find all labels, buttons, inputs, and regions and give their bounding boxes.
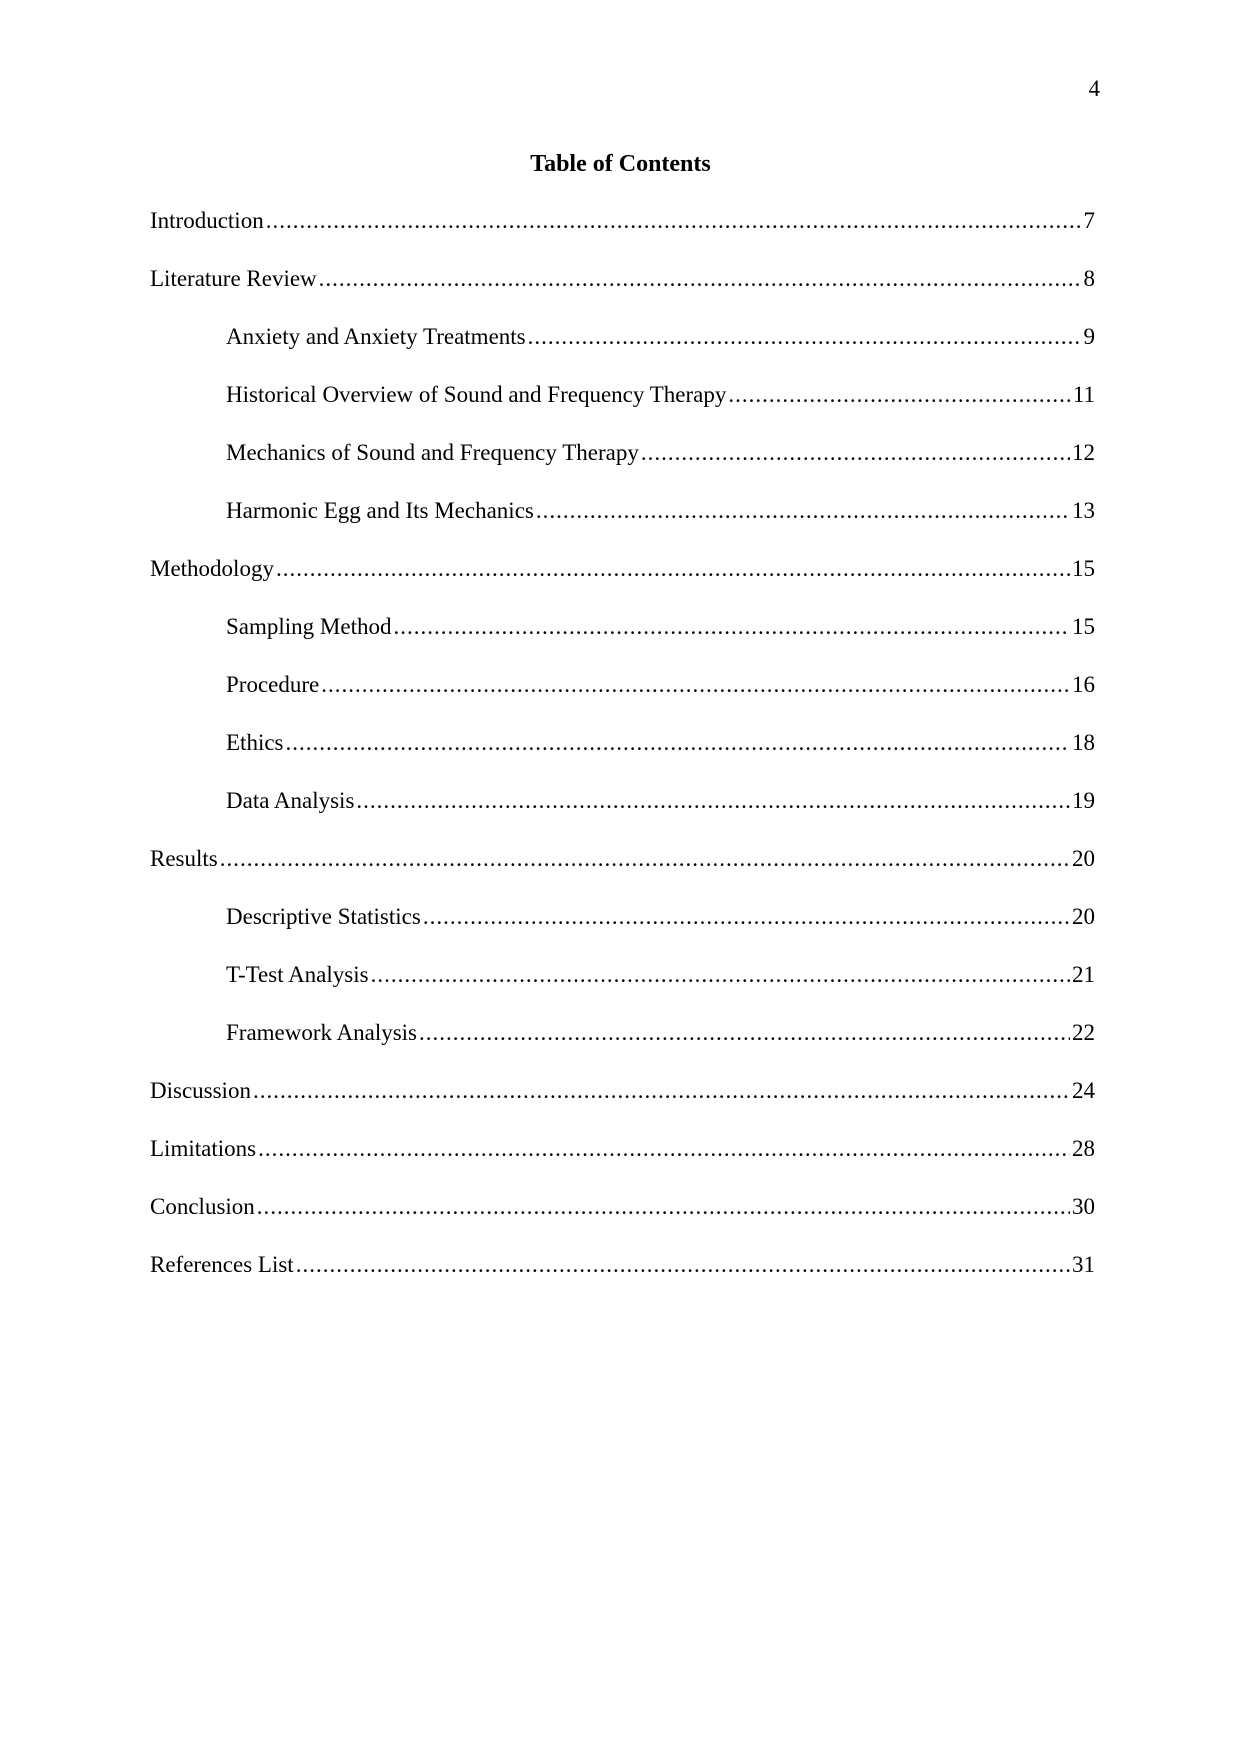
toc-entry-title: Ethics [226,730,284,755]
toc-entry-page: 30 [1072,1194,1095,1219]
toc-entry-page: 12 [1072,440,1095,465]
toc-entry-page: 15 [1072,556,1095,581]
dot-leader [423,903,1070,931]
dot-leader [220,845,1070,873]
toc-entry-page: 16 [1072,672,1095,697]
dot-leader [393,613,1070,641]
toc-entry-harmonic-egg[interactable] [150,497,1095,555]
toc-entry-results[interactable] [150,845,1095,903]
toc-entry-title: Sampling Method [226,614,392,639]
toc-entry-anxiety-treatments[interactable] [150,323,1095,381]
toc-entry-title: Procedure [226,672,320,697]
dot-leader [258,1135,1070,1163]
toc-entry-introduction[interactable] [150,207,1095,265]
toc-title: Table of Contents [530,151,711,177]
toc-entry-title: Literature Review [150,266,317,291]
toc-entry-page: 18 [1072,730,1095,755]
dot-leader [356,787,1070,815]
dot-leader [528,323,1082,351]
toc-entry-title: Introduction [150,208,264,233]
toc-entry-methodology[interactable] [150,555,1095,613]
dot-leader [419,1019,1070,1047]
dot-leader [641,439,1070,467]
toc-entry-title: Descriptive Statistics [226,904,421,929]
toc-entry-limitations[interactable] [150,1135,1095,1193]
toc-entry-page: 11 [1072,382,1095,407]
toc-entry-references-list[interactable] [150,1251,1095,1309]
toc-entry-title: Framework Analysis [226,1020,418,1045]
toc-entry-title: Methodology [150,556,274,581]
dot-leader [257,1193,1070,1221]
toc-entry-title: Anxiety and Anxiety Treatments [226,324,526,349]
toc-entry-discussion[interactable] [150,1077,1095,1135]
toc-entry-conclusion[interactable] [150,1193,1095,1251]
toc-entry-mechanics-of-sound[interactable] [150,439,1095,497]
toc-entry-title: Results [150,846,218,871]
toc-entry-page: 19 [1072,788,1095,813]
toc-entry-procedure[interactable] [150,671,1095,729]
toc-entry-title: Mechanics of Sound and Frequency Therapy [226,440,639,465]
dot-leader [276,555,1070,583]
toc-entry-title: Discussion [150,1078,251,1103]
toc-entry-page: 24 [1072,1078,1095,1103]
toc-entry-title: Historical Overview of Sound and Frequency Therapy [226,382,727,407]
toc-entry-page: 13 [1072,498,1095,523]
dot-leader [321,671,1070,699]
toc-entry-literature-review[interactable] [150,265,1095,323]
toc-entry-historical-overview[interactable] [150,381,1095,439]
toc-entry-page: 8 [1083,266,1095,291]
toc-entry-page: 31 [1072,1252,1095,1277]
toc-entry-title: T-Test Analysis [226,962,369,987]
toc-entry-title: Harmonic Egg and Its Mechanics [226,498,534,523]
page-number: 4 [1088,76,1100,101]
toc-entry-page: 9 [1083,324,1095,349]
toc-entry-framework-analysis[interactable] [150,1019,1095,1077]
toc-entry-title: References List [150,1252,294,1277]
dot-leader [296,1251,1070,1279]
toc-entry-ethics[interactable] [150,729,1095,787]
dot-leader [728,381,1071,409]
dot-leader [536,497,1070,525]
toc-entry-descriptive-statistics[interactable] [150,903,1095,961]
toc-entry-page: 20 [1072,846,1095,871]
toc-entry-page: 22 [1072,1020,1095,1045]
toc-entry-page: 7 [1083,208,1095,233]
toc-entry-page: 21 [1072,962,1095,987]
toc-entry-data-analysis[interactable] [150,787,1095,845]
dot-leader [319,265,1082,293]
toc-entry-sampling-method[interactable] [150,613,1095,671]
toc-entry-title: Data Analysis [226,788,355,813]
dot-leader [266,207,1082,235]
toc-entry-title: Conclusion [150,1194,255,1219]
dot-leader [371,961,1070,989]
dot-leader [286,729,1071,757]
toc-entry-page: 28 [1072,1136,1095,1161]
dot-leader [253,1077,1070,1105]
toc-entry-t-test-analysis[interactable] [150,961,1095,1019]
toc-entry-page: 20 [1072,904,1095,929]
toc-entry-page: 15 [1072,614,1095,639]
toc-entry-title: Limitations [150,1136,257,1161]
toc-list [150,207,1095,1309]
